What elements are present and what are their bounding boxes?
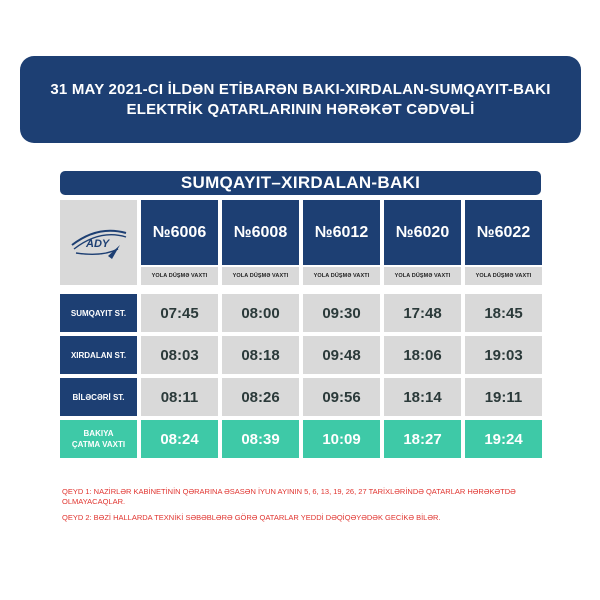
arrival-time-cell: 08:24 xyxy=(141,420,218,458)
title-banner xyxy=(20,56,581,143)
departure-label-0: YOLA DÜŞMƏ VAXTI xyxy=(141,267,218,285)
arrival-label xyxy=(60,420,137,458)
departure-label-2: YOLA DÜŞMƏ VAXTI xyxy=(303,267,380,285)
time-cell: 09:56 xyxy=(303,378,380,416)
train-number-2: №6012 xyxy=(303,200,380,265)
time-cell: 09:30 xyxy=(303,294,380,332)
train-number-0: №6006 xyxy=(141,200,218,265)
time-cell: 08:11 xyxy=(141,378,218,416)
arrival-time-cell: 08:39 xyxy=(222,420,299,458)
departure-label-4: YOLA DÜŞMƏ VAXTI xyxy=(465,267,542,285)
arrival-label-line-2: ÇATMA VAXTI xyxy=(71,440,126,449)
ady-logo-icon xyxy=(68,223,130,263)
time-cell: 18:45 xyxy=(465,294,542,332)
time-cell: 08:03 xyxy=(141,336,218,374)
train-number-1: №6008 xyxy=(222,200,299,265)
arrival-label-line-1: BAKIYA xyxy=(83,429,114,438)
station-label-xirdalan: XIRDALAN ST. xyxy=(60,336,137,374)
departure-label-3: YOLA DÜŞMƏ VAXTI xyxy=(384,267,461,285)
time-cell: 17:48 xyxy=(384,294,461,332)
time-cell: 08:18 xyxy=(222,336,299,374)
arrival-time-cell: 10:09 xyxy=(303,420,380,458)
notes xyxy=(62,487,562,529)
title-line-1: 31 MAY 2021-CI İLDƏN ETİBARƏN BAKI-XIRDALAN-SUMQAYIT-BAKI xyxy=(50,80,551,98)
title-line-2: ELEKTRİK QATARLARININ HƏRƏKƏT CƏDVƏLİ xyxy=(126,100,475,118)
logo-text: ADY xyxy=(85,237,109,250)
station-label-bilecari: BİLƏCƏRİ ST. xyxy=(60,378,137,416)
train-number-3: №6020 xyxy=(384,200,461,265)
note-2: QEYD 2: BƏZİ HALLARDA TEXNİKİ SƏBƏBLƏRƏ GÖRƏ QATARLAR YEDDİ DƏQİQƏYƏDƏK GECİKƏ BİLƏR. xyxy=(62,513,441,522)
time-cell: 08:26 xyxy=(222,378,299,416)
time-cell: 18:06 xyxy=(384,336,461,374)
arrival-time-cell: 18:27 xyxy=(384,420,461,458)
logo-cell xyxy=(60,200,137,285)
station-label-sumqayit: SUMQAYIT ST. xyxy=(60,294,137,332)
time-cell: 19:11 xyxy=(465,378,542,416)
time-cell: 07:45 xyxy=(141,294,218,332)
route-header: SUMQAYIT–XIRDALAN-BAKI xyxy=(60,171,541,195)
time-cell: 19:03 xyxy=(465,336,542,374)
time-cell: 08:00 xyxy=(222,294,299,332)
departure-label-1: YOLA DÜŞMƏ VAXTI xyxy=(222,267,299,285)
time-cell: 18:14 xyxy=(384,378,461,416)
arrival-time-cell: 19:24 xyxy=(465,420,542,458)
note-1: QEYD 1: NAZİRLƏR KABİNETİNİN QƏRARINA ƏSASƏN İYUN AYININ 5, 6, 13, 19, 26, 27 TARİXLƏRİNDƏ QATARLAR HƏRƏKƏTDƏ OLMAYACAQLAR. xyxy=(62,487,516,506)
train-number-4: №6022 xyxy=(465,200,542,265)
time-cell: 09:48 xyxy=(303,336,380,374)
